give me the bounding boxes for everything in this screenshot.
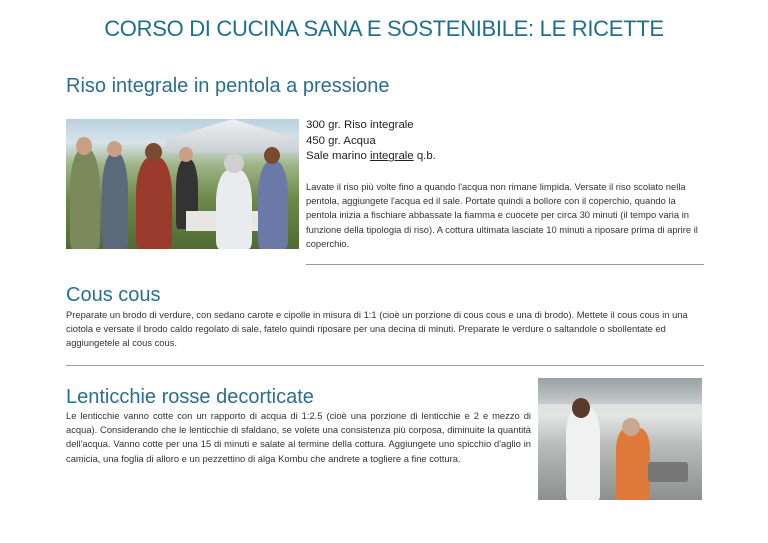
recipe-title-riso: Riso integrale in pentola a pressione (66, 75, 390, 97)
recipe-text-riso: Lavate il riso più volte fino a quando l'acqua non rimane limpida. Versate il riso scolato nella pentola, aggiungete l'acqua ed il sale. Portate quindi a bollore con il coperchio, quando la pentola inizia a fischiare abbassate la fiamma e cuocete per circa 30 minuti (il tempo varia in funzione della tipologia di riso). A cottura ultimata lasciate 10 minuti a riposare prima di aprire il coperchio. (306, 181, 698, 249)
divider (306, 264, 704, 265)
outdoor-class-photo (66, 119, 299, 249)
page-title: CORSO DI CUCINA SANA E SOSTENIBILE: LE RICETTE (104, 16, 664, 41)
ingredient-rice: 300 gr. Riso integrale (306, 119, 414, 131)
divider (66, 365, 704, 366)
recipe-text-couscous: Preparate un brodo di verdure, con sedano carote e cipolle in misura di 1:1 (cioè un porzione di cous cous e una di brodo). Mettete il cous cous in una ciotola e versate il brodo caldo regolato di sale, fatelo quindi riposare per una decina di minuti. Preparate le verdure o saltandole o sbollentate ed aggiungetele al cous cous. (66, 309, 688, 349)
recipe-title-lenticchie: Lenticchie rosse decorticate (66, 386, 314, 408)
ingredient-salt: Sale marino integrale q.b. (306, 150, 436, 163)
recipe-text-lenticchie: Le lenticchie vanno cotte con un rapporto di acqua di 1:2.5 (cioè una porzione di lenticchie e 2 e mezzo di acqua). Considerando che le lenticchie di sfaldano, se volete una consistenza più corposa, diminuite la quantità dell'acqua. Vanno cotte per una 15 di minuti e salate al termine della cottura. Aggiungete uno spicchio d'aglio in camicia, una foglia di alloro e un pezzettino di alga Kombu che andrete a togliere a fine cottura. (66, 410, 531, 464)
ingredients-list (306, 118, 436, 165)
recipe-title-couscous: Cous cous (66, 284, 161, 306)
kitchen-photo (538, 378, 702, 500)
ingredient-water: 450 gr. Acqua (306, 134, 376, 147)
